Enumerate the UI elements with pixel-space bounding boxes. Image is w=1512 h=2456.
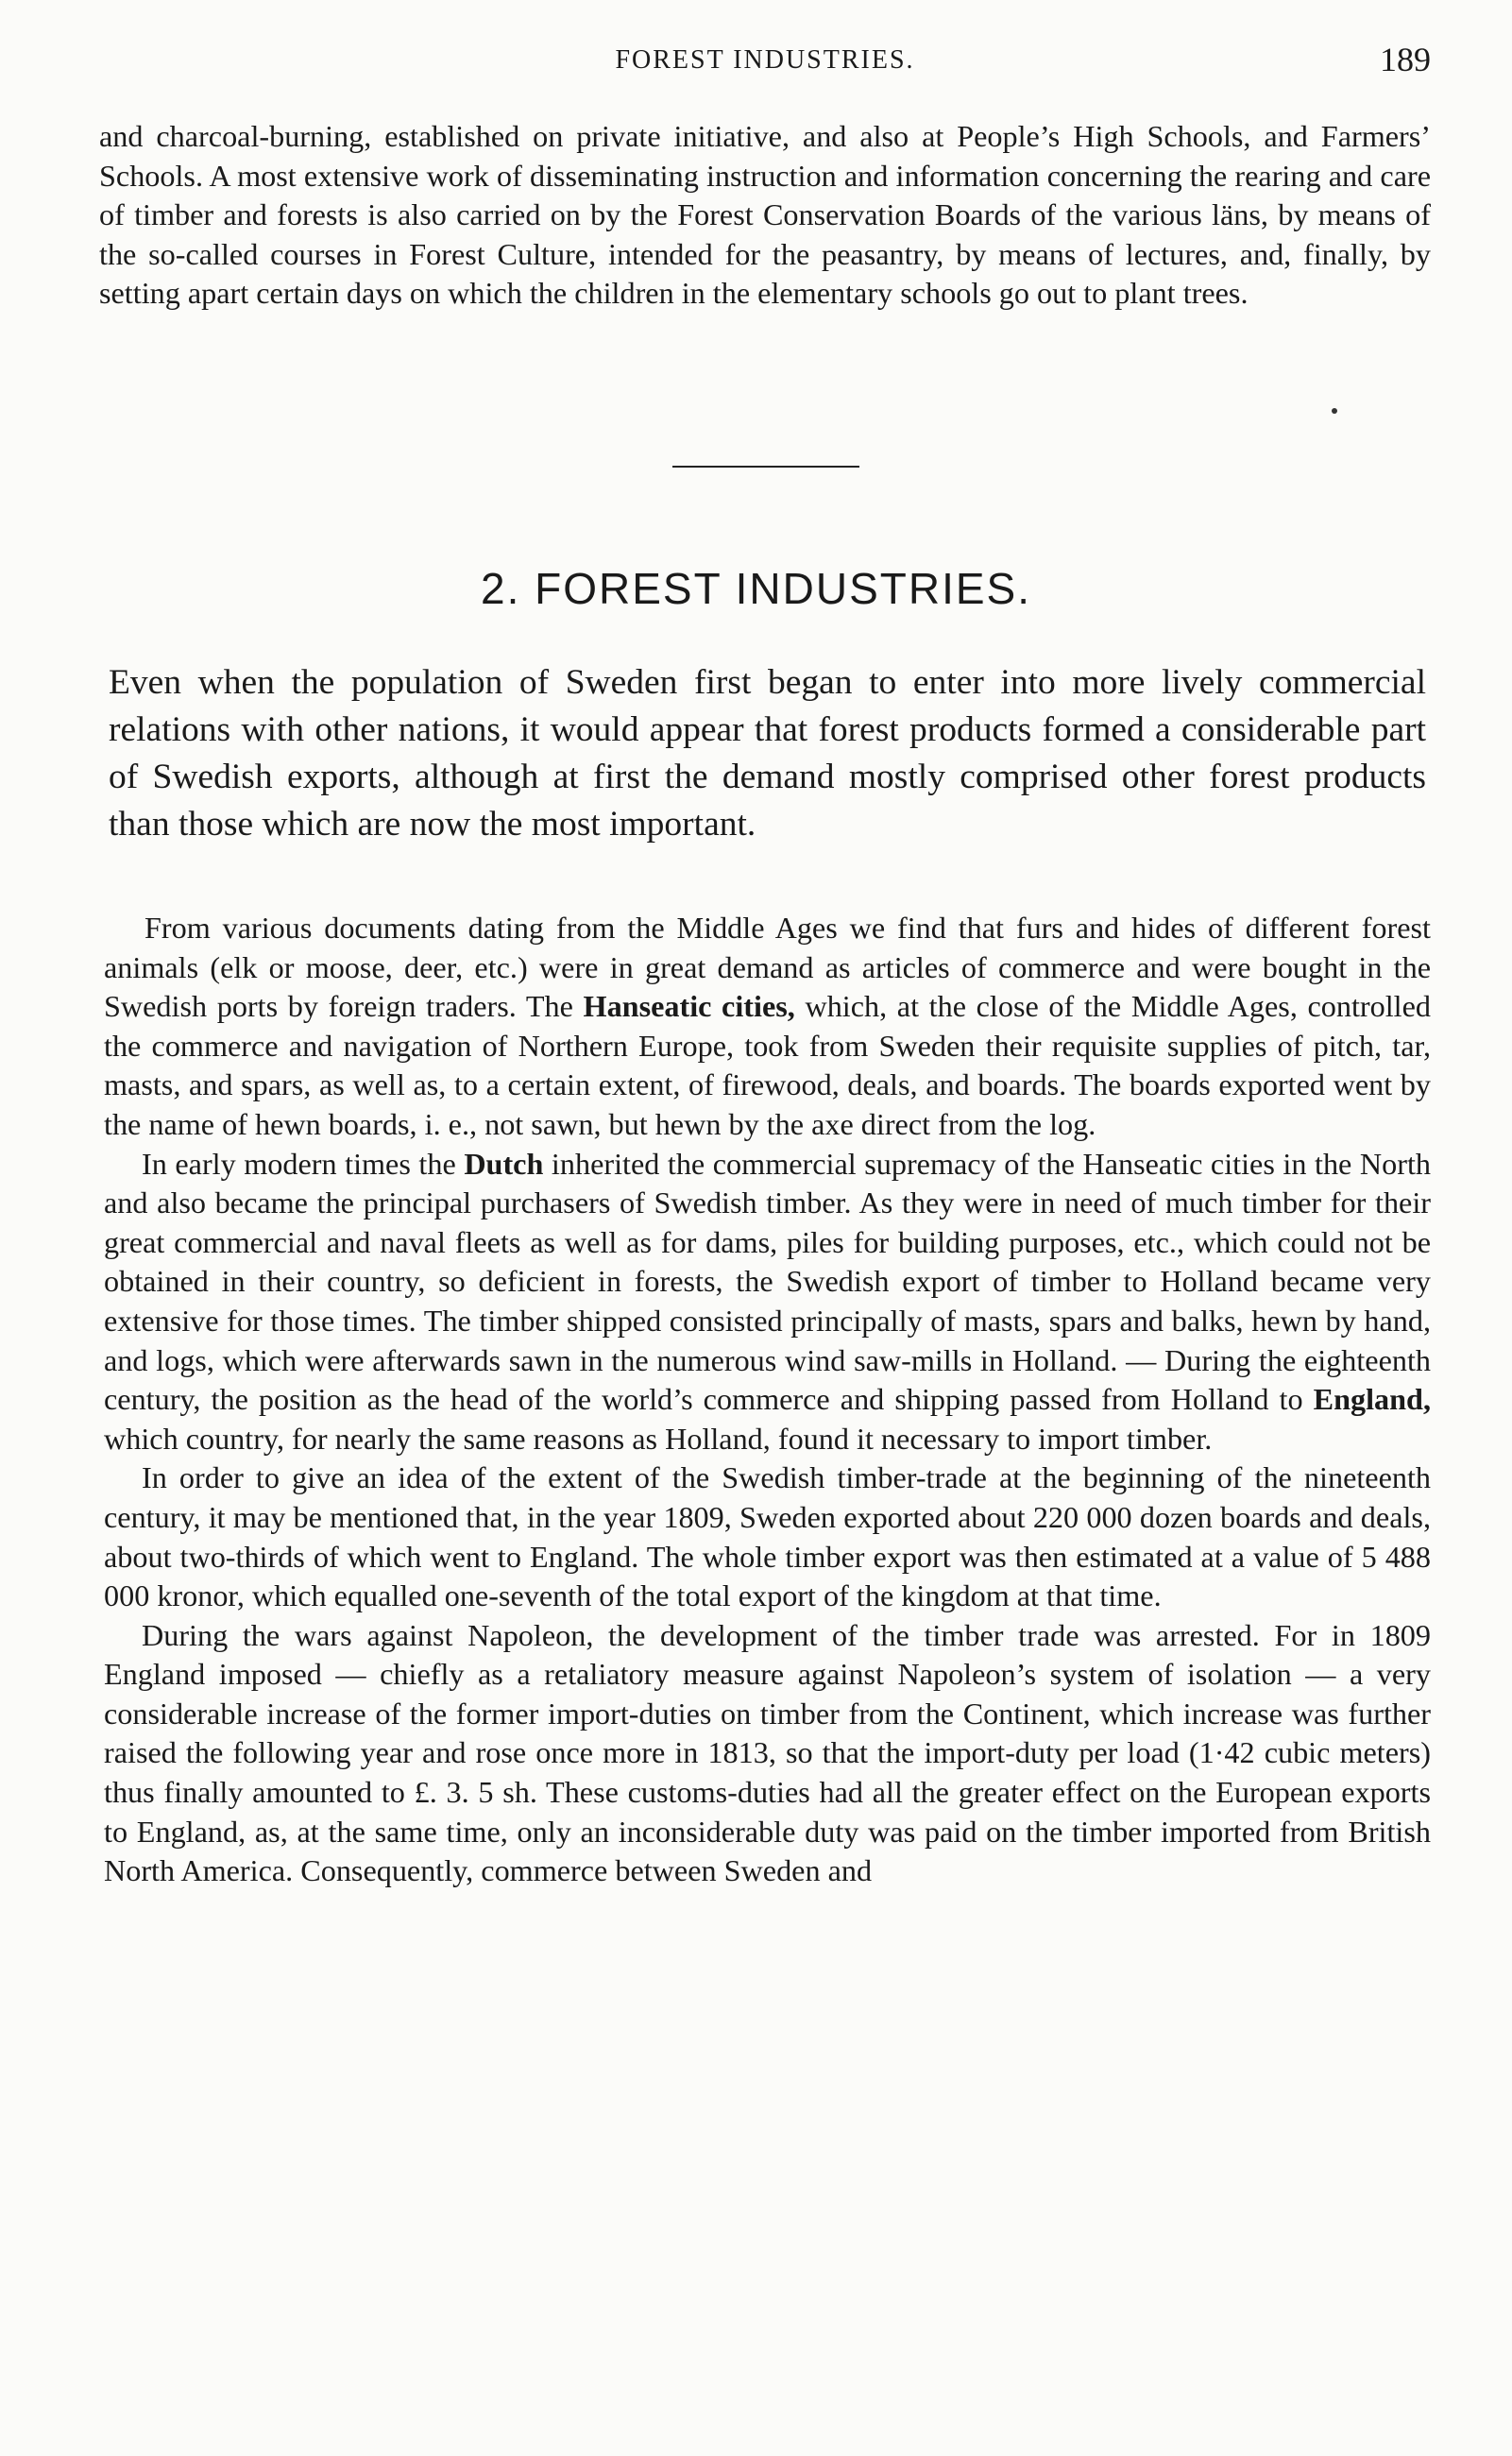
lead-paragraph: Even when the population of Sweden first began to enter into more lively commercial relations with other nations, it would appear that forest products formed a considerable part of Swedish exports, although at first the demand mostly comprised other forest products than those which are now the most important.: [109, 663, 1426, 844]
running-head-title: FOREST INDUSTRIES.: [615, 45, 915, 75]
p1-bold-hanseatic: Hanseatic cities,: [583, 989, 795, 1024]
section-divider: [672, 466, 859, 468]
body-text: [104, 909, 1431, 1891]
lead-paragraph-block: [109, 659, 1426, 848]
p2-text-middle: inherited the commercial supremacy of the Hanseatic cities in the North and also became the principal purchasers of Swedish timber. As they were in need of much timber for their great commercial and naval fleets as well as for dams, piles for building purposes, etc., which could not be obtained in their country, so deficient in forests, the Swedish export of timber to Holland became very extensive for those times. The timber shipped consisted principally of masts, spars and balks, hewn by hand, and logs, which were afterwards sawn in the numerous wind saw-mills in Holland. — During the eighteenth century, the position as the head of the world’s commerce and shipping passed from Holland to: [104, 1146, 1431, 1417]
p2-bold-dutch: Dutch: [464, 1146, 544, 1181]
page-number: 189: [1380, 41, 1431, 78]
paragraph-dutch: [104, 1145, 1431, 1459]
stray-dot: [1332, 408, 1337, 414]
paragraph-1809-exports: In order to give an idea of the extent of the Swedish timber-trade at the beginning of the nineteenth century, it may be mentioned that, in the year 1809, Sweden exported about 220 000 dozen boards and deals, about two-thirds of which went to England. The whole timber export was then estimated at a value of 5 488 000 kronor, which equalled one-seventh of the total export of the kingdom at that time.: [104, 1460, 1431, 1613]
p2-text-after: which country, for nearly the same reasons as Holland, found it necessary to import timber.: [104, 1421, 1213, 1456]
paragraph-napoleon: During the wars against Napoleon, the development of the timber trade was arrested. For in 1809 England imposed — chiefly as a retaliatory measure against Napoleon’s system of isolation — a very considerable increase of the former import-duties on timber from the Continent, which increase was further raised the following year and rose once more in 1813, so that the import-duty per load (1·42 cubic meters) thus finally amounted to £. 3. 5 sh. These customs-duties had all the greater effect on the European exports to England, as, at the same time, only an inconsiderable duty was paid on the timber imported from British North America. Consequently, commerce between Sweden and: [104, 1617, 1431, 1888]
p2-text-before: In early modern times the: [142, 1146, 465, 1181]
paragraph-middle-ages: [104, 909, 1431, 1145]
intro-paragraph-block: [99, 117, 1431, 314]
section-heading: 2. FOREST INDUSTRIES.: [480, 564, 1032, 613]
running-head: [99, 40, 1431, 77]
p2-bold-england: England,: [1313, 1382, 1431, 1417]
intro-paragraph: and charcoal-burning, established on private initiative, and also at People’s High Schools, and Farmers’ Schools. A most extensive work of disseminating instruction and information concerning the rearing and care of timber and forests is also carried on by the Forest Conservation Boards of the various läns, by means of the so-called courses in Forest Culture, intended for the peasantry, by means of lectures, and, finally, by setting apart certain days on which the children in the elementary schools go out to plant trees.: [99, 119, 1431, 311]
p1-text-after: which, at the close of the Middle Ages, controlled the commerce and navigation of Northern Europe, took from Sweden their requisite supplies of pitch, tar, masts, and spars, as well as, to a certain extent, of firewood, deals, and boards. The boards exported went by the name of hewn boards, i. e., not sawn, but hewn by the axe direct from the log.: [104, 989, 1431, 1141]
p1-text-before: From various documents dating from the Middle Ages we find that furs and hides of different forest animals (elk or moose, deer, etc.) were in great demand as articles of commerce and were bought in the Swedish ports by foreign traders. The: [104, 911, 1431, 1024]
